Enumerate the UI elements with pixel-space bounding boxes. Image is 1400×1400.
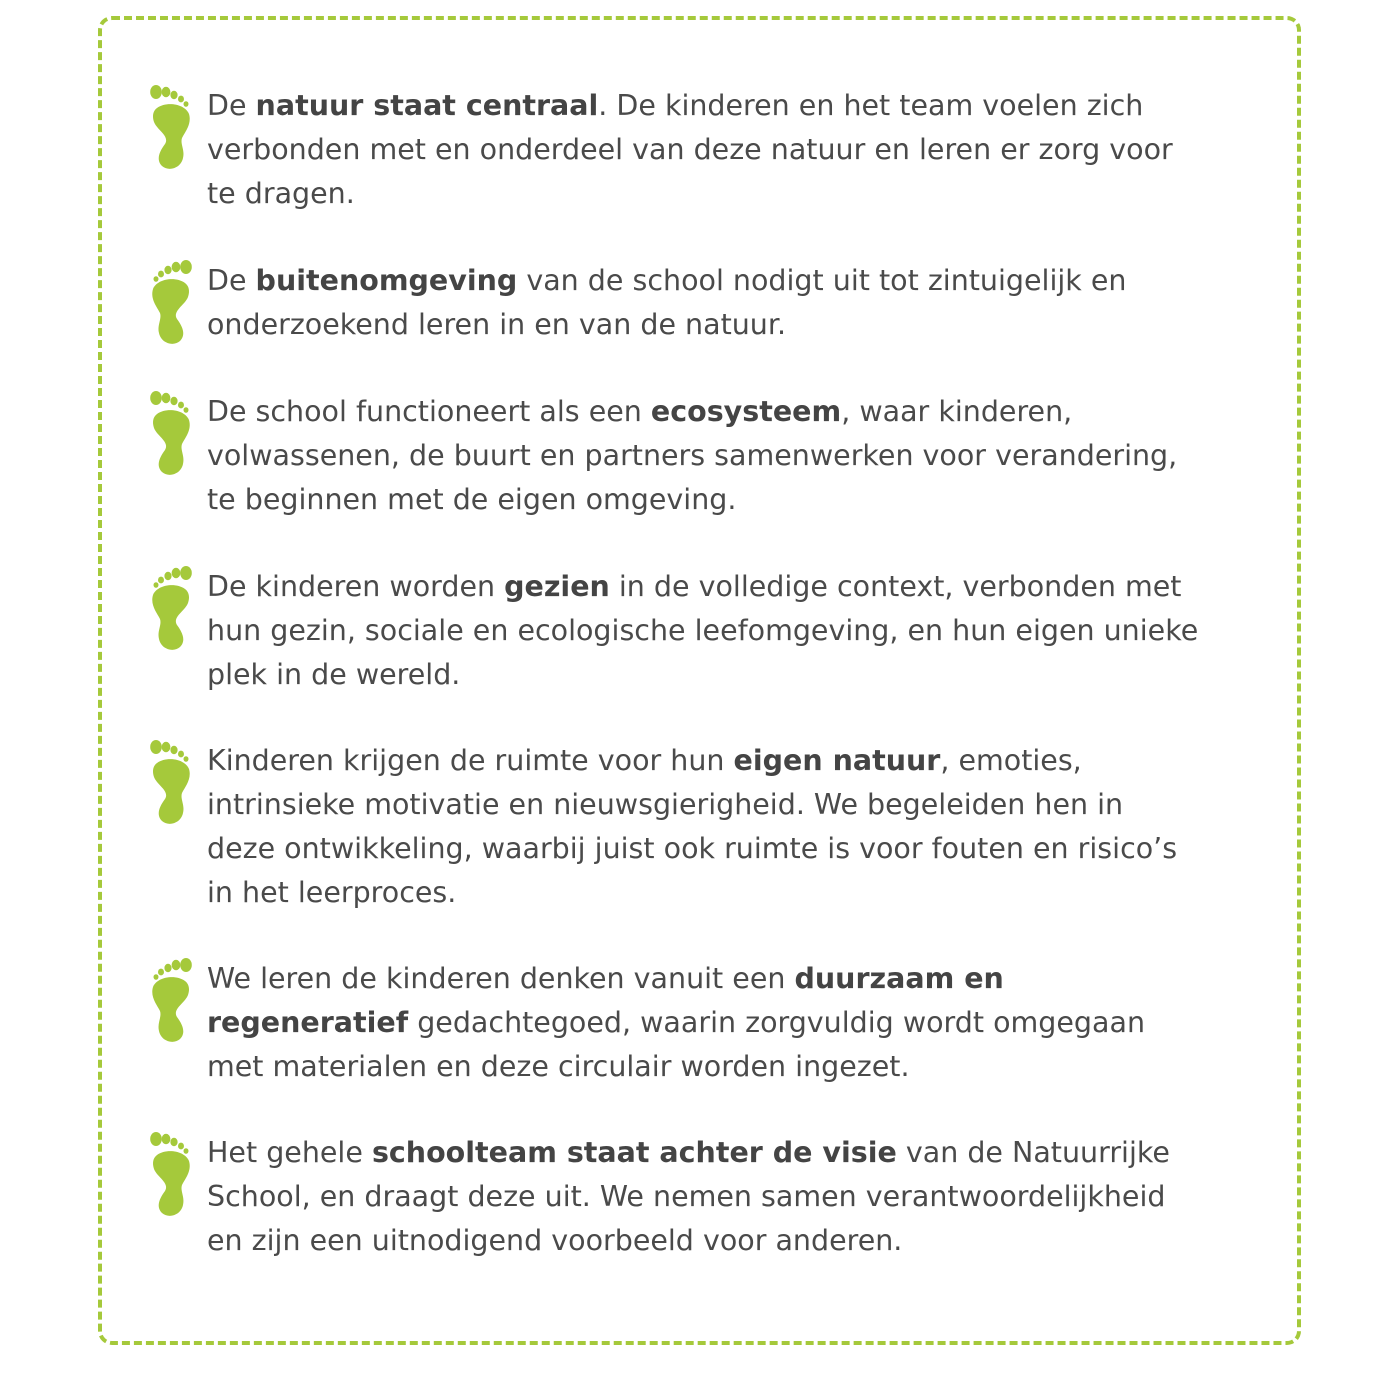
text-line [207, 565, 1287, 609]
text-segment: We leren de kinderen denken vanuit een [207, 962, 795, 995]
text-line [207, 1001, 1287, 1045]
text-segment: School, en draagt deze uit. We nemen samen verantwoordelijkheid [207, 1180, 1166, 1213]
text-line [207, 478, 1287, 522]
text-segment: te beginnen met de eigen omgeving. [207, 483, 737, 516]
bold-phrase: ecosysteem [650, 395, 842, 428]
item-text [207, 739, 1287, 915]
text-segment: Het gehele [207, 1136, 372, 1169]
text-segment: plek in de wereld. [207, 658, 461, 691]
text-line [207, 609, 1287, 653]
text-segment: onderzoekend leren in en van de natuur. [207, 308, 787, 341]
bold-phrase: natuur staat centraal [255, 89, 599, 122]
text-line [207, 957, 1287, 1001]
text-line [207, 1219, 1287, 1263]
text-line [207, 827, 1287, 871]
text-segment: deze ontwikkeling, waarbij juist ook ruimte is voor fouten en risico’s [207, 832, 1178, 865]
item-text [207, 390, 1287, 522]
text-segment: , emoties, [940, 744, 1082, 777]
text-segment: van de Natuurrijke [896, 1136, 1170, 1169]
bold-phrase: eigen natuur [733, 744, 941, 777]
text-line [207, 1175, 1287, 1219]
text-segment: De [207, 89, 256, 122]
text-segment: in de volledige context, verbonden met [609, 570, 1182, 603]
bold-phrase: gezien [504, 570, 610, 603]
text-line [207, 434, 1287, 478]
text-line [207, 84, 1287, 128]
text-segment: te dragen. [207, 177, 355, 210]
text-segment: volwassenen, de buurt en partners samenwerken voor verandering, [207, 439, 1178, 472]
text-line [207, 259, 1287, 303]
item-text [207, 565, 1287, 697]
item-text [207, 259, 1287, 347]
text-segment: verbonden met en onderdeel van deze natuur en leren er zorg voor [207, 133, 1173, 166]
text-line [207, 303, 1287, 347]
text-segment: De kinderen worden [207, 570, 505, 603]
text-segment: van de school nodigt uit tot zintuigelijk en [517, 264, 1127, 297]
text-segment: De [207, 264, 256, 297]
text-segment: gedachtegoed, waarin zorgvuldig wordt omgegaan [408, 1006, 1146, 1039]
text-line [207, 172, 1287, 216]
text-segment: hun gezin, sociale en ecologische leefomgeving, en hun eigen unieke [207, 614, 1199, 647]
text-line [207, 739, 1287, 783]
text-segment: . De kinderen en het team voelen zich [598, 89, 1144, 122]
text-segment: in het leerproces. [207, 876, 457, 909]
bold-phrase: regeneratief [207, 1006, 409, 1039]
bold-phrase: schoolteam staat achter de visie [371, 1136, 897, 1169]
text-segment: en zijn een uitnodigend voorbeeld voor anderen. [207, 1224, 903, 1257]
text-line [207, 128, 1287, 172]
text-line [207, 653, 1287, 697]
text-segment: intrinsieke motivatie en nieuwsgierigheid. We begeleiden hen in [207, 788, 1124, 821]
text-line [207, 871, 1287, 915]
bold-phrase: duurzaam en [794, 962, 1004, 995]
text-segment: Kinderen krijgen de ruimte voor hun [207, 744, 734, 777]
bold-phrase: buitenomgeving [255, 264, 518, 297]
text-line [207, 390, 1287, 434]
text-segment: met materialen en deze circulair worden ingezet. [207, 1050, 910, 1083]
item-text [207, 84, 1287, 216]
text-segment: De school functioneert als een [207, 395, 651, 428]
text-line [207, 1045, 1287, 1089]
text-segment: , waar kinderen, [841, 395, 1073, 428]
item-text [207, 957, 1287, 1089]
item-text [207, 1131, 1287, 1263]
text-line [207, 1131, 1287, 1175]
text-line [207, 783, 1287, 827]
